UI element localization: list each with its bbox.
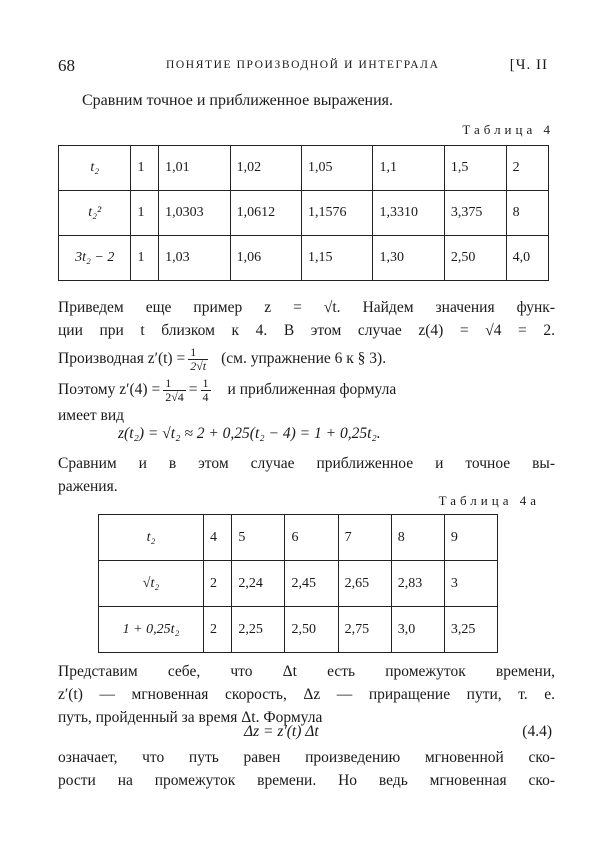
fraction-numerator: 1 [188, 346, 208, 360]
fraction-denominator: 4 [202, 390, 209, 404]
table-cell: 6 [285, 515, 338, 561]
table-cell: 1,3310 [373, 191, 444, 236]
derivative-line [58, 346, 555, 373]
fraction-numerator: 1 [163, 377, 186, 391]
table-cell: 4 [204, 515, 232, 561]
text-line: ражения. [58, 478, 118, 495]
table-cell: 9 [444, 515, 497, 561]
table-row [59, 146, 549, 191]
table-cell: 2,65 [338, 561, 391, 607]
table-cell: 1 [131, 191, 159, 236]
table-row [99, 607, 498, 653]
table-cell: 2,75 [338, 607, 391, 653]
table-row [59, 236, 549, 281]
page-header [58, 56, 554, 80]
fraction [201, 377, 211, 404]
text-line: путь, пройденный за время Δt. Формула [58, 709, 323, 726]
approx-formula: z(t₂) = √t₂ ≈ 2 + 0,25(t₂ − 4) = 1 + 0,25t₂. [118, 425, 381, 442]
table-cell: 1,0612 [230, 191, 301, 236]
page-number: 68 [58, 56, 75, 75]
text-line: Приведем еще пример z = √t. Найдем значения функ- [58, 299, 555, 316]
chapter-marker: [Ч. II [509, 57, 548, 73]
table-cell: 2,45 [285, 561, 338, 607]
table-cell: 1,01 [159, 146, 230, 191]
table-cell: 3,375 [444, 191, 506, 236]
table-cell: 2 [204, 607, 232, 653]
fraction [188, 346, 208, 373]
table-cell: 2,24 [232, 561, 285, 607]
table-cell: 1,1576 [302, 191, 373, 236]
row-label: 3t₂ − 2 [59, 236, 131, 281]
table-cell: 2,83 [391, 561, 444, 607]
text-line: z′(t) — мгновенная скорость, Δz — приращение пути, т. е. [58, 686, 555, 703]
fraction-denominator: 2√4 [165, 390, 184, 404]
formula-number: (4.4) [522, 723, 552, 740]
formula-4-4: Δz = z′(t) Δt [244, 723, 319, 740]
row-label: √t₂ [99, 561, 204, 607]
text-fragment: и приближенная формула [227, 381, 397, 399]
text-line: рости на промежуток времени. Но ведь мгновенная ско- [58, 772, 555, 789]
table-cell: 1,03 [159, 236, 230, 281]
table-cell: 1,15 [302, 236, 373, 281]
text-fragment: (см. упражнение 6 к § 3). [221, 350, 387, 368]
derivative-value-line [58, 377, 555, 404]
table-cell: 2 [506, 146, 548, 191]
table-4-caption: Таблица 4 [462, 122, 554, 137]
table-cell: 8 [391, 515, 444, 561]
table-cell: 2,50 [285, 607, 338, 653]
table-cell: 2 [204, 561, 232, 607]
table-cell: 3,0 [391, 607, 444, 653]
table-cell: 1,1 [373, 146, 444, 191]
text-line: ции при t близком к 4. В этом случае z(4) = √4 = 2. [58, 322, 555, 339]
fraction-denominator: 2√t [190, 359, 207, 373]
paragraph-compare [58, 452, 555, 498]
table-cell: 4,0 [506, 236, 548, 281]
row-label: t₂ [59, 146, 131, 191]
paragraph-interpretation [58, 660, 555, 729]
text-line: Представим себе, что Δt есть промежуток времени, [58, 663, 555, 680]
table-cell: 1,30 [373, 236, 444, 281]
table-cell: 5 [232, 515, 285, 561]
text-line: имеет вид [58, 407, 125, 424]
row-label: t₂² [59, 191, 131, 236]
paragraph-example [58, 296, 555, 427]
table-row [99, 515, 498, 561]
table-4a-caption: Таблица 4а [438, 493, 540, 508]
intro-paragraph: Сравним точное и приближенное выражения. [82, 92, 394, 109]
table-cell: 1,06 [230, 236, 301, 281]
table-4a [98, 514, 498, 653]
table-cell: 7 [338, 515, 391, 561]
table-cell: 8 [506, 191, 548, 236]
text-fragment: Поэтому z′(4) = [58, 381, 161, 399]
equals-sign: = [188, 381, 198, 399]
table-cell: 1,05 [302, 146, 373, 191]
fraction [163, 377, 186, 404]
paragraph-conclusion [58, 746, 555, 792]
table-row [99, 561, 498, 607]
text-line: означает, что путь равен произведению мгновенной ско- [58, 749, 555, 766]
table-cell: 3 [444, 561, 497, 607]
text-line: Сравним и в этом случае приближенное и точное вы- [58, 455, 555, 472]
table-cell: 1 [131, 236, 159, 281]
table-cell: 3,25 [444, 607, 497, 653]
row-label: 1 + 0,25t₂ [99, 607, 204, 653]
table-4 [58, 145, 549, 281]
table-cell: 2,25 [232, 607, 285, 653]
table-cell: 2,50 [444, 236, 506, 281]
table-cell: 1,5 [444, 146, 506, 191]
fraction-numerator: 1 [202, 376, 209, 390]
running-title: ПОНЯТИЕ ПРОИЗВОДНОЙ И ИНТЕГРАЛА [166, 59, 440, 71]
table-cell: 1,02 [230, 146, 301, 191]
table-cell: 1,0303 [159, 191, 230, 236]
table-row [59, 191, 549, 236]
text-fragment: Производная z′(t) = [58, 350, 186, 368]
table-cell: 1 [131, 146, 159, 191]
row-label: t₂ [99, 515, 204, 561]
